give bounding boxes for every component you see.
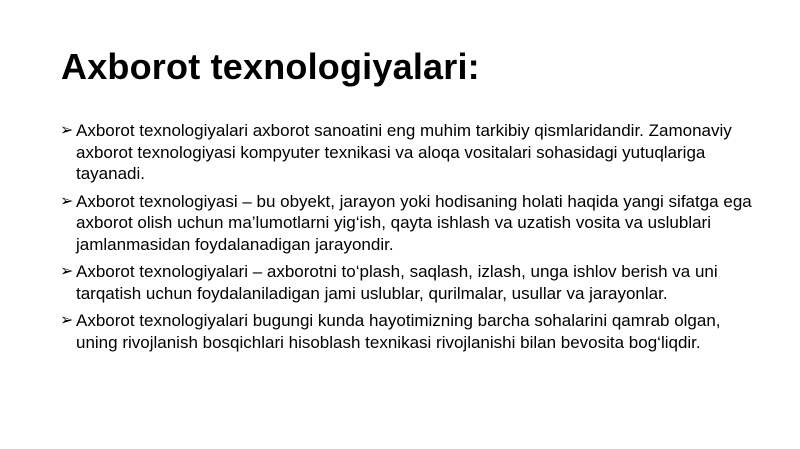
bullet-item [60, 261, 760, 304]
arrow-bullet-icon: ➢ [60, 122, 74, 139]
bullet-item [60, 310, 760, 353]
arrow-bullet-icon: ➢ [60, 312, 74, 329]
arrow-bullet-icon: ➢ [60, 263, 74, 280]
bullet-item [60, 120, 760, 185]
arrow-bullet-icon: ➢ [60, 192, 74, 210]
bullet-item [60, 191, 760, 256]
bullet-text: Axborot texnologiyalari – axborotni to‘plash, saqlash, izlash, unga ishlov berish va uni tarqatish uchun foydalaniladigan jami uslublar, qurilmalar, usullar va jarayonlar. [76, 262, 718, 303]
slide-title: Axborot texnologiyalari: [61, 46, 480, 87]
bullet-list [60, 120, 760, 359]
bullet-text: Axborot texnologiyalari axborot sanoatini eng muhim tarkibiy qismlaridandir. Zamonaviy axborot texnologiyasi kompyuter texnikasi va aloqa vositalari sohasidagi yutuqlariga tayanadi. [76, 121, 732, 183]
bullet-text: Axborot texnologiyasi – bu obyekt, jarayon yoki hodisaning holati haqida yangi sifatga ega axborot olish uchun ma’lumotlarni yig‘ish, qayta ishlash va uzatish vosita va uslublari jamlanmasidan foydalanadigan jarayondir. [76, 191, 752, 254]
bullet-text: Axborot texnologiyalari bugungi kunda hayotimizning barcha sohalarini qamrab olgan, uning rivojlanish bosqichlari hisoblash texnikasi rivojlanishi bilan bevosita bog‘liqdir. [76, 311, 721, 352]
